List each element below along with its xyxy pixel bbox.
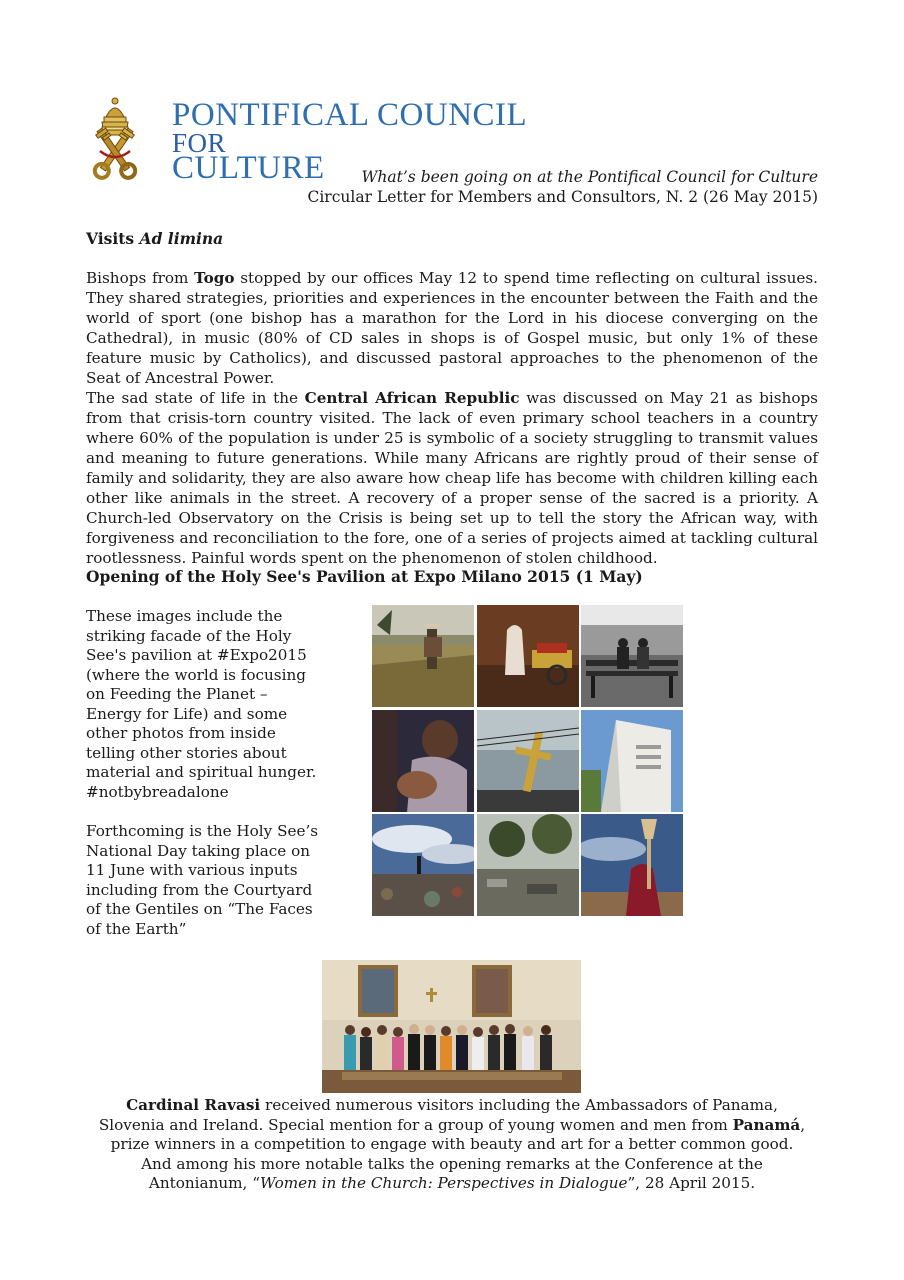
- photo-pavilion-facade: [581, 710, 683, 812]
- council-name-line1: PONTIFICAL COUNCIL: [172, 97, 528, 133]
- photo-debris-trees: [477, 814, 579, 916]
- circular-letter-title: Circular Letter for Members and Consultors, N. 2 (26 May 2015): [307, 188, 818, 206]
- expo-photo-grid: [372, 605, 683, 916]
- photo-figure-with-staff: [581, 814, 683, 916]
- expo-text-column: [86, 607, 326, 959]
- photo-couple-on-bench: [581, 605, 683, 707]
- photo-farmer-field: [372, 605, 474, 707]
- expo-paragraph-national-day: Forthcoming is the Holy See’s National Day taking place on 11 June with various inputs including from the Courtyard of the Gentiles on “The Faces of the Earth”: [86, 822, 319, 938]
- photo-landfill-sky: [372, 814, 474, 916]
- photo-cross-barbed-wire: [477, 710, 579, 812]
- expo-paragraph-images: These images include the striking facade of the Holy See's pavilion at #Expo2015 (where the world is focusing on Feeding the Planet – Energy for Life) and some other photos from inside telling other stories about material and spiritual hunger. #notbybreadalone: [86, 607, 317, 801]
- council-name-line3: CULTURE: [172, 150, 325, 186]
- newsletter-tagline: What’s been going on at the Pontifical Council for Culture: [361, 168, 818, 186]
- photo-woman-with-cart: [477, 605, 579, 707]
- paragraph-togo: Bishops from Togo stopped by our offices May 12 to spend time reflecting on cultural issues. They shared strategies, priorities and experiences in the encounter between the Faith and the world of sport (one bishop has a marathon for the Lord in his diocese converging on the Cathedral), in music (80% of CD sales in shops is of Gospel music, but only 1% of these feature music by Catholics), and discussed pastoral approaches to the phenomenon of the Seat of Ancestral Power.: [86, 269, 818, 387]
- paragraph-central-african-republic: The sad state of life in the Central African Republic was discussed on May 21 as bishops from that crisis-torn country visited. The lack of even primary school teachers in a country where 60% of the population is under 25 is symbolic of a society struggling to transmit values and meaning to future generations. While many Africans are rightly proud of their sense of family and solidarity, they are also aware how cheap life has become with children killing each other like animals in the street. A recovery of a proper sense of the sacred is a priority. A Church-led Observatory on the Crisis is being set up to tell the story the African way, with forgiveness and reconciliation to the fore, one of a series of projects aimed at tackling cultural rootlessness. Painful words spent on the phenomenon of stolen childhood.: [86, 389, 818, 567]
- council-name-line2: FOR: [172, 128, 227, 158]
- photo-cardinal-with-visitors: [322, 960, 581, 1093]
- photo-caption: Cardinal Ravasi received numerous visitors including the Ambassadors of Panama, Slovenia and Ireland. Special mention for a group of young women and men from Panamá, prize winners in a competition to engage with beauty and art for a better common good. And among his more notable talks the opening remarks at the Conference at the Antonianum, “Women in the Church: Perspectives in Dialogue”, 28 April 2015.: [98, 1096, 806, 1192]
- photo-mother-and-child: [372, 710, 474, 812]
- section-heading-expo: Opening of the Holy See's Pavilion at Expo Milano 2015 (1 May): [86, 567, 643, 586]
- papal-keys-emblem-icon: [78, 97, 152, 185]
- section-heading-visits: Visits Ad limina: [86, 229, 224, 248]
